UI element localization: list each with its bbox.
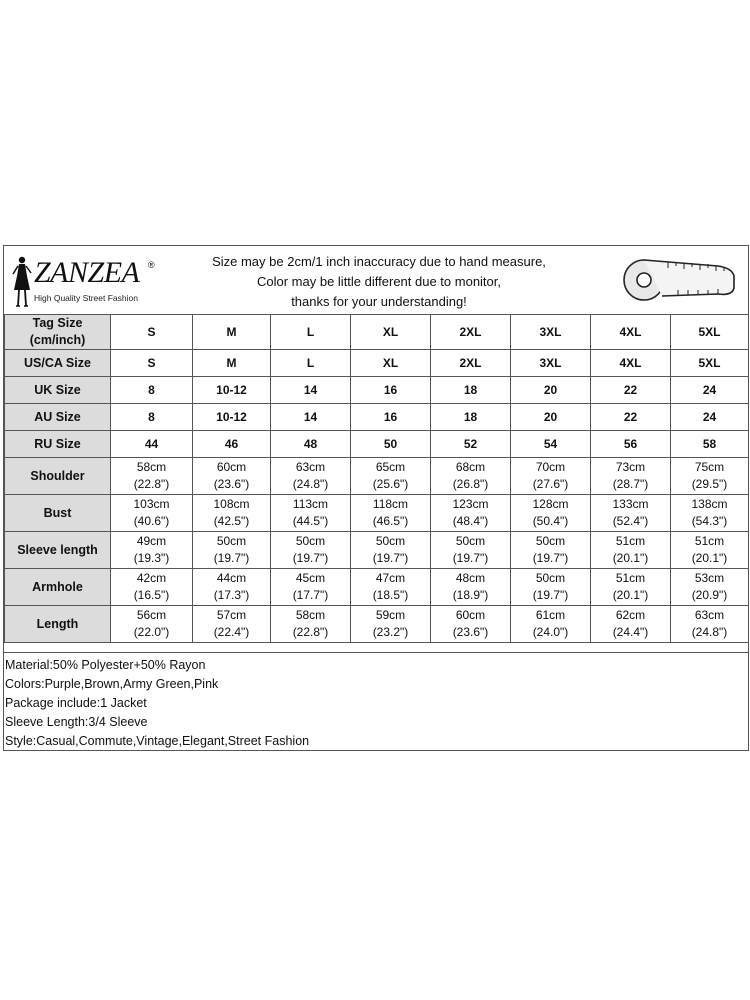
inch-value: (24.8") (691, 625, 728, 639)
cm-value: 50cm (216, 534, 247, 548)
table-cell (271, 606, 351, 643)
table-cell: 16 (351, 404, 431, 431)
table-cell (511, 458, 591, 495)
cm-value: 73cm (615, 460, 646, 474)
inch-value: (20.9") (691, 588, 728, 602)
cm-value: 51cm (694, 534, 725, 548)
row-header: RU Size (5, 431, 111, 458)
cm-value: 60cm (455, 608, 486, 622)
table-cell (111, 495, 193, 532)
inch-value: (28.7") (612, 477, 649, 491)
cm-value: 57cm (216, 608, 247, 622)
inch-value: (42.5") (213, 514, 250, 528)
cm-value: 42cm (136, 571, 167, 585)
table-cell (431, 532, 511, 569)
table-cell: 18 (431, 404, 511, 431)
table-cell: M (193, 315, 271, 350)
table-cell (351, 532, 431, 569)
inch-value: (23.6") (452, 625, 489, 639)
inch-value: (17.7") (292, 588, 329, 602)
row-header: Armhole (5, 569, 111, 606)
table-cell: 2XL (431, 315, 511, 350)
inch-value: (22.8") (133, 477, 170, 491)
product-specs (4, 652, 748, 751)
table-cell: 56 (591, 431, 671, 458)
row-header-unit: (cm/inch) (29, 333, 86, 347)
inch-value: (18.5") (372, 588, 409, 602)
cm-value: 45cm (295, 571, 326, 585)
table-cell (591, 569, 671, 606)
inch-value: (16.5") (133, 588, 170, 602)
table-cell (671, 458, 749, 495)
inch-value: (19.7") (213, 551, 250, 565)
inch-value: (19.7") (532, 588, 569, 602)
table-cell: 20 (511, 404, 591, 431)
inch-value: (18.9") (452, 588, 489, 602)
cm-value: 63cm (295, 460, 326, 474)
table-cell: L (271, 315, 351, 350)
table-cell (271, 569, 351, 606)
cm-value: 113cm (292, 497, 329, 511)
cm-value: 118cm (372, 497, 409, 511)
table-cell: 22 (591, 377, 671, 404)
inch-value: (24.0") (532, 625, 569, 639)
row-header-tag-size (5, 315, 111, 350)
cm-value: 44cm (216, 571, 247, 585)
inch-value: (20.1") (612, 551, 649, 565)
inch-value: (25.6") (372, 477, 409, 491)
woman-silhouette-icon (10, 254, 34, 310)
table-cell: 18 (431, 377, 511, 404)
table-cell: 5XL (671, 350, 749, 377)
inch-value: (19.7") (372, 551, 409, 565)
table-cell (591, 495, 671, 532)
cm-value: 58cm (295, 608, 326, 622)
cm-value: 50cm (535, 571, 566, 585)
table-cell (271, 495, 351, 532)
table-cell (671, 606, 749, 643)
cm-value: 70cm (535, 460, 566, 474)
table-row-bust (5, 495, 749, 532)
table-cell (511, 569, 591, 606)
table-cell (193, 532, 271, 569)
table-cell (193, 495, 271, 532)
notice-line: thanks for your understanding! (291, 294, 467, 309)
cm-value: 50cm (455, 534, 486, 548)
inch-value: (19.7") (452, 551, 489, 565)
cm-value: 49cm (136, 534, 167, 548)
table-cell: XL (351, 315, 431, 350)
table-cell: 8 (111, 377, 193, 404)
table-cell (671, 495, 749, 532)
table-row-length (5, 606, 749, 643)
table-cell: 4XL (591, 315, 671, 350)
table-row-sleeve-length (5, 532, 749, 569)
table-cell: 24 (671, 404, 749, 431)
cm-value: 103cm (133, 497, 170, 511)
table-row-ru-size (5, 431, 749, 458)
table-cell (431, 606, 511, 643)
table-cell: 5XL (671, 315, 749, 350)
inch-value: (40.6") (133, 514, 170, 528)
inch-value: (48.4") (452, 514, 489, 528)
table-cell: 48 (271, 431, 351, 458)
inch-value: (44.5") (292, 514, 329, 528)
table-cell: S (111, 315, 193, 350)
table-cell (193, 458, 271, 495)
table-cell (111, 532, 193, 569)
table-row-shoulder (5, 458, 749, 495)
table-row-armhole (5, 569, 749, 606)
cm-value: 51cm (615, 571, 646, 585)
table-cell (591, 606, 671, 643)
registered-mark: ® (148, 260, 155, 270)
row-header: UK Size (5, 377, 111, 404)
inch-value: (50.4") (532, 514, 569, 528)
table-cell (351, 606, 431, 643)
inch-value: (54.3") (691, 514, 728, 528)
table-cell (431, 569, 511, 606)
table-row-uk-size (5, 377, 749, 404)
row-header: Length (5, 606, 111, 643)
table-cell (351, 458, 431, 495)
table-cell: 4XL (591, 350, 671, 377)
cm-value: 50cm (535, 534, 566, 548)
table-cell: L (271, 350, 351, 377)
notice-line: Size may be 2cm/1 inch inaccuracy due to hand measure, (212, 254, 546, 269)
row-header: Sleeve length (5, 532, 111, 569)
cm-value: 50cm (375, 534, 406, 548)
table-cell: 44 (111, 431, 193, 458)
measuring-tape-icon (618, 252, 738, 308)
inch-value: (22.0") (133, 625, 170, 639)
row-header-label: Tag Size (32, 316, 83, 330)
cm-value: 62cm (615, 608, 646, 622)
inch-value: (46.5") (372, 514, 409, 528)
table-cell: 14 (271, 404, 351, 431)
table-cell: 20 (511, 377, 591, 404)
inch-value: (19.7") (532, 551, 569, 565)
table-cell (511, 532, 591, 569)
inch-value: (23.2") (372, 625, 409, 639)
table-cell: 14 (271, 377, 351, 404)
inch-value: (27.6") (532, 477, 569, 491)
cm-value: 61cm (535, 608, 566, 622)
inch-value: (24.4") (612, 625, 649, 639)
cm-value: 68cm (455, 460, 486, 474)
inch-value: (52.4") (612, 514, 649, 528)
cm-value: 47cm (375, 571, 406, 585)
table-cell: 58 (671, 431, 749, 458)
table-cell: 10-12 (193, 377, 271, 404)
row-header: Shoulder (5, 458, 111, 495)
cm-value: 63cm (694, 608, 725, 622)
cm-value: 50cm (295, 534, 326, 548)
brand-name: ZANZEA (34, 256, 140, 289)
size-chart (3, 245, 749, 751)
table-cell: 52 (431, 431, 511, 458)
size-chart-header (4, 246, 748, 315)
cm-value: 60cm (216, 460, 247, 474)
table-cell (271, 532, 351, 569)
table-cell (193, 606, 271, 643)
spec-package: Package include:1 Jacket (5, 696, 147, 710)
inch-value: (22.4") (213, 625, 250, 639)
cm-value: 138cm (691, 497, 728, 511)
brand-tagline: High Quality Street Fashion (34, 293, 138, 303)
row-header: US/CA Size (5, 350, 111, 377)
table-cell: 3XL (511, 315, 591, 350)
table-cell (671, 532, 749, 569)
cm-value: 128cm (532, 497, 569, 511)
cm-value: 56cm (136, 608, 167, 622)
table-cell: M (193, 350, 271, 377)
inch-value: (24.8") (292, 477, 329, 491)
table-cell (271, 458, 351, 495)
cm-value: 133cm (612, 497, 649, 511)
table-row-tag-size (5, 315, 749, 350)
inch-value: (20.1") (612, 588, 649, 602)
table-cell (591, 458, 671, 495)
table-cell: XL (351, 350, 431, 377)
table-cell: 10-12 (193, 404, 271, 431)
table-row-au-size (5, 404, 749, 431)
inch-value: (17.3") (213, 588, 250, 602)
table-cell (431, 495, 511, 532)
table-cell: 2XL (431, 350, 511, 377)
brand-logo (8, 254, 158, 310)
table-cell (511, 495, 591, 532)
cm-value: 65cm (375, 460, 406, 474)
table-row-us-ca-size (5, 350, 749, 377)
table-cell (351, 495, 431, 532)
table-cell (111, 606, 193, 643)
inch-value: (23.6") (213, 477, 250, 491)
cm-value: 58cm (136, 460, 167, 474)
cm-value: 108cm (213, 497, 250, 511)
spec-material: Material:50% Polyester+50% Rayon (5, 658, 206, 672)
table-cell: S (111, 350, 193, 377)
table-cell: 8 (111, 404, 193, 431)
table-cell (111, 458, 193, 495)
table-cell: 54 (511, 431, 591, 458)
measurement-notice (164, 252, 594, 312)
table-cell: 24 (671, 377, 749, 404)
cm-value: 51cm (615, 534, 646, 548)
cm-value: 59cm (375, 608, 406, 622)
table-cell (351, 569, 431, 606)
row-header: AU Size (5, 404, 111, 431)
cm-value: 53cm (694, 571, 725, 585)
table-cell: 16 (351, 377, 431, 404)
spec-style: Style:Casual,Commute,Vintage,Elegant,Street Fashion (5, 734, 310, 748)
inch-value: (20.1") (691, 551, 728, 565)
table-cell: 22 (591, 404, 671, 431)
table-cell: 50 (351, 431, 431, 458)
table-cell (111, 569, 193, 606)
table-cell: 46 (193, 431, 271, 458)
row-header: Bust (5, 495, 111, 532)
inch-value: (19.7") (292, 551, 329, 565)
inch-value: (26.8") (452, 477, 489, 491)
table-cell (591, 532, 671, 569)
spec-colors: Colors:Purple,Brown,Army Green,Pink (5, 677, 219, 691)
inch-value: (29.5") (691, 477, 728, 491)
cm-value: 48cm (455, 571, 486, 585)
table-cell (431, 458, 511, 495)
cm-value: 75cm (694, 460, 725, 474)
table-cell (671, 569, 749, 606)
size-table (4, 314, 749, 643)
table-cell (193, 569, 271, 606)
cm-value: 123cm (452, 497, 489, 511)
inch-value: (22.8") (292, 625, 329, 639)
table-cell: 3XL (511, 350, 591, 377)
spec-sleeve-length: Sleeve Length:3/4 Sleeve (5, 715, 148, 729)
table-cell (511, 606, 591, 643)
inch-value: (19.3") (133, 551, 170, 565)
notice-line: Color may be little different due to monitor, (257, 274, 501, 289)
